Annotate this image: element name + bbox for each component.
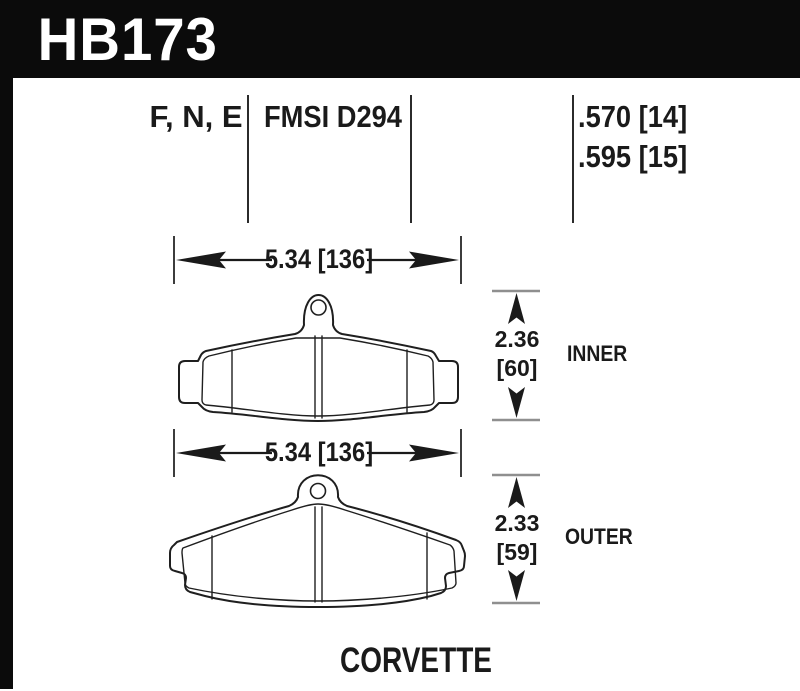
inner-pad-friction-outline [202,338,434,416]
part-number: HB173 [37,5,218,73]
outer-pad-friction-edges [212,533,427,599]
outer-pad-center-slot [315,507,322,602]
compound-codes: F, N, E [149,99,243,134]
outer-pad-backing-plate-outline [170,475,465,607]
outer-pad-drawing [170,475,465,607]
pad-thickness-line-1: .570 [14] [578,99,688,134]
outer-pad-label: OUTER [565,524,633,549]
inner-pad-mount-hole [311,300,326,315]
inner-pad-drawing [179,295,458,421]
inner-height-inches: 2.36 [494,326,540,352]
fmsi-number: FMSI D294 [264,99,402,134]
inner-pad-label: INNER [567,341,628,366]
inner-height-mm: [60] [496,355,538,381]
inner-pad-center-slot [315,336,322,418]
vehicle-application: CORVETTE [340,641,492,680]
inner-width-value: 5.34 [136] [264,244,374,274]
outer-height-inches: 2.33 [494,510,540,536]
inner-pad-backing-plate-outline [179,295,458,421]
outer-height-mm: [59] [496,539,538,565]
outer-pad-friction-outline [182,504,456,601]
outer-pad-mount-hole [311,484,326,499]
inner-pad-friction-edges [232,350,407,412]
pad-thickness-line-2: .595 [15] [578,139,688,174]
outer-width-value: 5.34 [136] [264,437,374,467]
